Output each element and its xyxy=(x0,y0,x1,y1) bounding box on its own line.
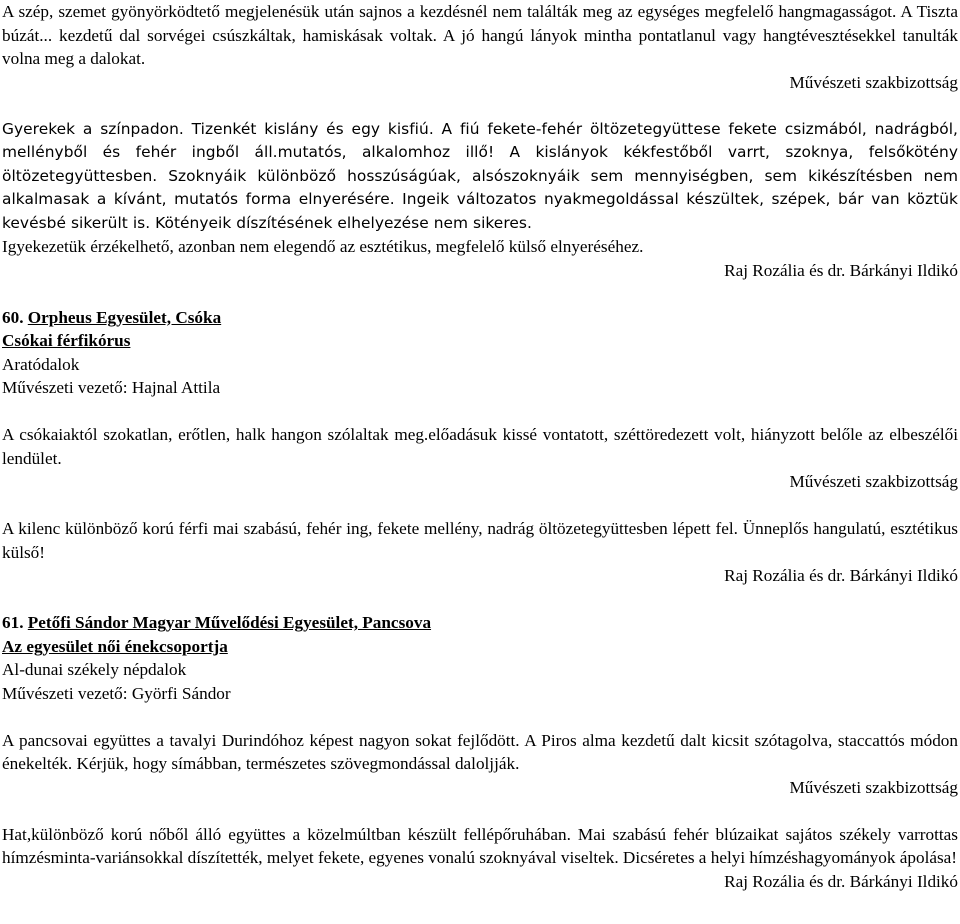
entry-61 xyxy=(2,611,958,893)
review-paragraph: A csókaiaktól szokatlan, erőtlen, halk hangon szólaltak meg.előadásuk kissé vontatott, széttöredezett volt, hiányzott belőle az elbeszélői lendület. xyxy=(2,425,958,468)
entry-leader: Művészeti vezető: Györfi Sándor xyxy=(2,683,231,703)
signature: Művészeti szakbizottság xyxy=(789,72,958,92)
entry-org: Petőfi Sándor Magyar Művelődési Egyesület, Pancsova xyxy=(27,613,432,632)
signature: Raj Rozália és dr. Bárkányi Ildikó xyxy=(724,260,958,280)
signature: Művészeti szakbizottság xyxy=(789,472,958,491)
entry-program: Al-dunai székely népdalok xyxy=(2,660,187,679)
costume-paragraph: Gyerekek a színpadon. Tizenkét kislány és egy kisfiú. A fiú fekete-fehér öltözetegyüttese fekete csizmából, nadrágból, mellényből és fehér ingből áll.mutatós, alkalomhoz illő! A kislányok kékfestőből varrt, szoknya, felsőkötény öltözetegyüttesben. Szoknyáik különböző hosszúságúak, alsószoknyáik sem mennyiségben, sem kikészítésben nem alkalmasak a kívánt, mutatós forma elnyerésére. Ingeik változatos nyakmegoldással készültek, szépek, bár van köztük kevésbé sikerült is. Kötényeik díszítésének elhelyezése nem sikeres. xyxy=(2,119,958,232)
costume-review-block xyxy=(2,118,958,236)
entry-leader: Művészeti vezető: Hajnal Attila xyxy=(2,378,221,397)
costume-paragraph-end: Igyekezetük érzékelhető, azonban nem elegendő az esztétikus, megfelelő külső elnyeréséhez. xyxy=(2,237,644,256)
entry-org: Orpheus Egyesület, Csóka xyxy=(27,307,222,327)
signature: Raj Rozália és dr. Bárkányi Ildikó xyxy=(724,871,958,891)
entry-program: Aratódalok xyxy=(2,354,80,374)
signature: Raj Rozália és dr. Bárkányi Ildikó xyxy=(724,566,958,585)
costume-paragraph: Hat,különböző korú nőből álló együttes a közelmúltban készült fellépőruhában. Mai szabású fehér blúzaikat sajátos székely varrottas hímzésminta-variánsokkal díszítették, melyet fekete, egyenes vonalú szoknyával viseltek. Dicséretes a helyi hímzéshagyományok ápolása! xyxy=(2,824,958,867)
review-paragraph: A pancsovai együttes a tavalyi Durindóhoz képest nagyon sokat fejlődött. A Piros alma kezdetű dalt kicsit szótagolva, staccattós módon énekelték. Kérjük, hogy símábban, természetes szövegmondással daloljják. xyxy=(2,730,958,773)
review-paragraph: A szép, szemet gyönyörködtető megjelenésük után sajnos a kezdésnél nem találták meg az egységes megfelelő hangmagasságot. A Tiszta búzát... kezdetű dal sorvégei csúszkáltak, hamiskásak voltak. A jó hangú lányok mintha pontatlanul vagy hangtévesztésekkel tanulták volna meg a dalokat. xyxy=(2,2,958,68)
entry-number: 60. xyxy=(2,307,24,327)
entry-number: 61. xyxy=(2,613,24,632)
signature: Művészeti szakbizottság xyxy=(789,777,958,797)
entry-60 xyxy=(2,306,958,612)
entry-group: Csókai férfikórus xyxy=(2,331,131,350)
entry-heading xyxy=(2,306,958,330)
entry-group: Az egyesület női énekcsoportja xyxy=(2,636,228,656)
costume-paragraph: A kilenc különböző korú férfi mai szabású, fehér ing, fekete mellény, nadrág öltözetegyüttesben lépett fel. Ünneplős hangulatú, esztétikus külső! xyxy=(2,519,958,562)
entry-heading xyxy=(2,611,958,635)
